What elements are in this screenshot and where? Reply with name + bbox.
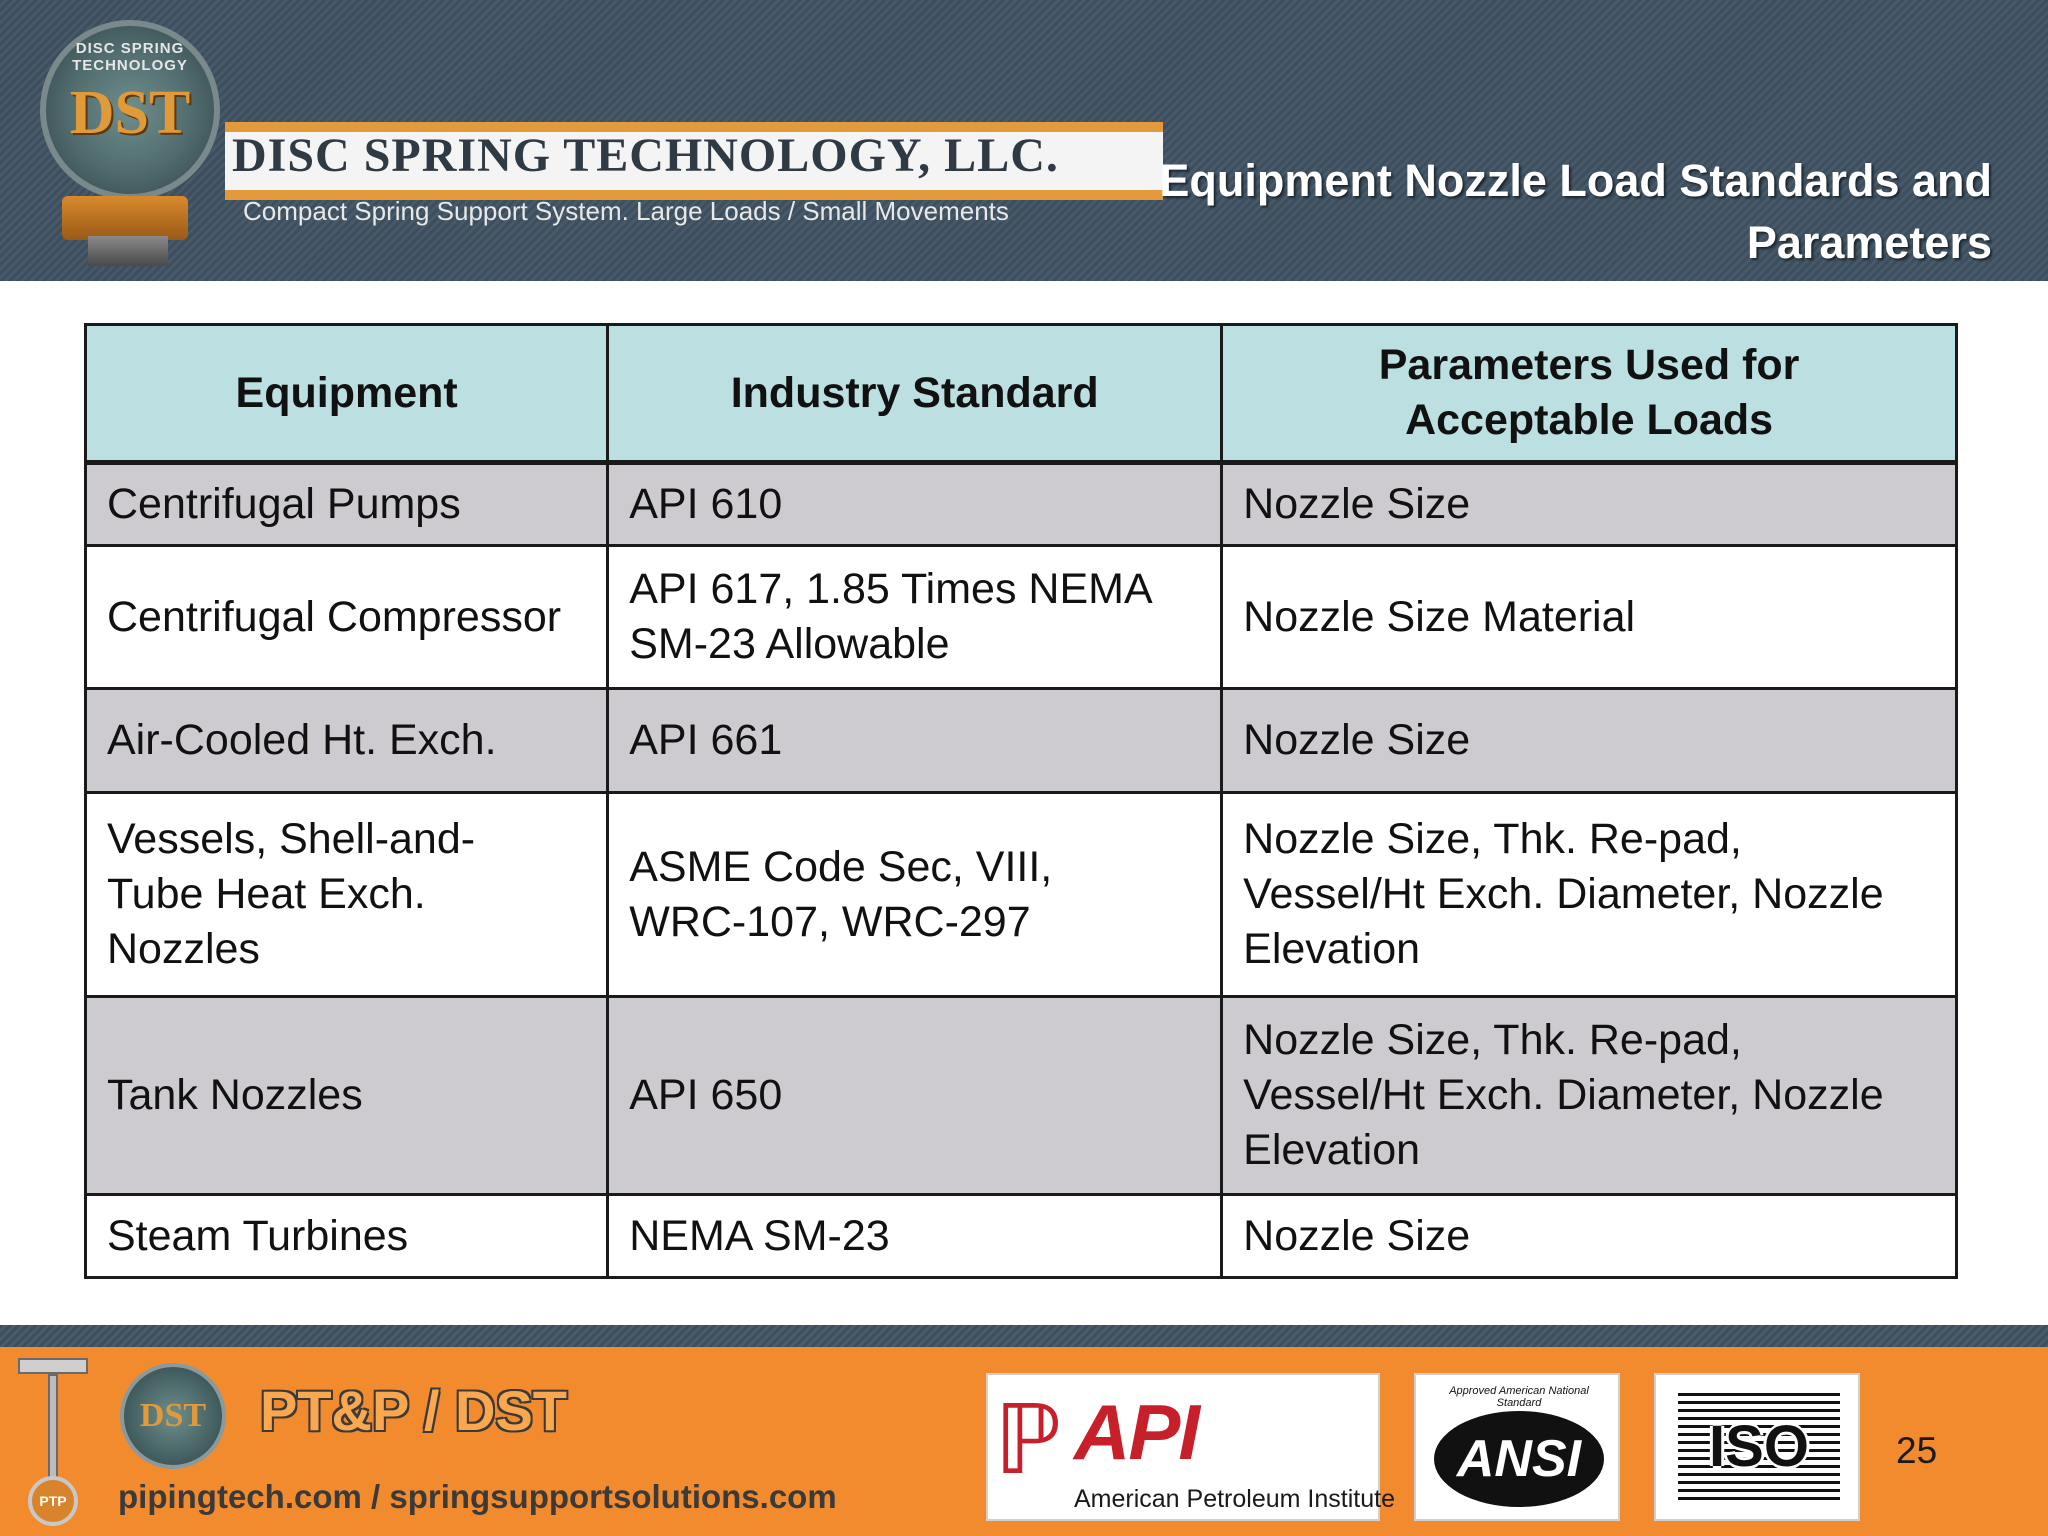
logo-spring-base [62,196,188,240]
footer-divider [0,1325,2048,1347]
cell-standard: API 650 [608,997,1222,1195]
cell-equipment: Tank Nozzles [86,997,608,1195]
cell-standard: NEMA SM-23 [608,1195,1222,1278]
dst-logo [40,20,220,200]
table-row [86,546,1957,689]
cell-parameters: Nozzle Size, Thk. Re-pad, Vessel/Ht Exch. Diameter, Nozzle Elevation [1222,997,1957,1195]
api-wordmark: API [1074,1388,1199,1476]
ansi-logo [1414,1373,1620,1521]
ptp-hanger-icon [18,1358,88,1530]
cell-standard: API 610 [608,463,1222,546]
table-row [86,689,1957,793]
cell-parameters: Nozzle Size [1222,463,1957,546]
dst-footer-logo: DST [120,1363,226,1469]
cell-parameters: Nozzle Size, Thk. Re-pad, Vessel/Ht Exch. Diameter, Nozzle Elevation [1222,793,1957,997]
cell-parameters: Nozzle Size [1222,689,1957,793]
api-symbol-icon: ℙ [994,1387,1062,1494]
company-tagline: Compact Spring Support System. Large Loads / Small Movements [243,196,1009,226]
api-subtitle: American Petroleum Institute [1074,1485,1395,1513]
iso-logo [1654,1373,1860,1521]
header-industry-standard: Industry Standard [608,325,1222,463]
cell-equipment: Centrifugal Pumps [86,463,608,546]
ansi-wordmark: ANSI [1434,1411,1604,1507]
api-logo [986,1373,1395,1521]
logo-ring-text: DISC SPRING TECHNOLOGY [72,40,188,74]
table-row [86,793,1957,997]
footer-title: PT&P / DST [260,1379,568,1442]
ansi-arc-text: Approved American National Standard [1449,1385,1589,1409]
header-parameters: Parameters Used for Acceptable Loads [1222,325,1957,463]
footer-url[interactable]: pipingtech.com / springsupportsolutions.com [118,1478,837,1515]
cell-equipment: Air-Cooled Ht. Exch. [86,689,608,793]
header-equipment: Equipment [86,325,608,463]
table-row [86,997,1957,1195]
page-number: 25 [1896,1430,1938,1471]
logo-spring-foot [88,236,168,266]
cell-equipment: Centrifugal Compressor [86,546,608,689]
table-row [86,1195,1957,1278]
table-header-row [86,325,1957,463]
cell-equipment: Vessels, Shell-and-Tube Heat Exch. Nozzles [86,793,608,997]
cell-standard: API 617, 1.85 Times NEMA SM-23 Allowable [608,546,1222,689]
logo-initials: DST [69,79,191,147]
nozzle-load-table [84,323,1958,1279]
company-name: DISC SPRING TECHNOLOGY, LLC. [232,129,1059,182]
iso-wordmark: ISO [1709,1414,1809,1479]
table-row [86,463,1957,546]
cell-parameters: Nozzle Size Material [1222,546,1957,689]
cell-parameters: Nozzle Size [1222,1195,1957,1278]
cell-standard: ASME Code Sec, VIII, WRC-107, WRC-297 [608,793,1222,997]
cell-equipment: Steam Turbines [86,1195,608,1278]
cell-standard: API 661 [608,689,1222,793]
slide-title: Equipment Nozzle Load Standards and Parameters [1159,155,1992,268]
ptp-badge: PTP [28,1476,78,1526]
